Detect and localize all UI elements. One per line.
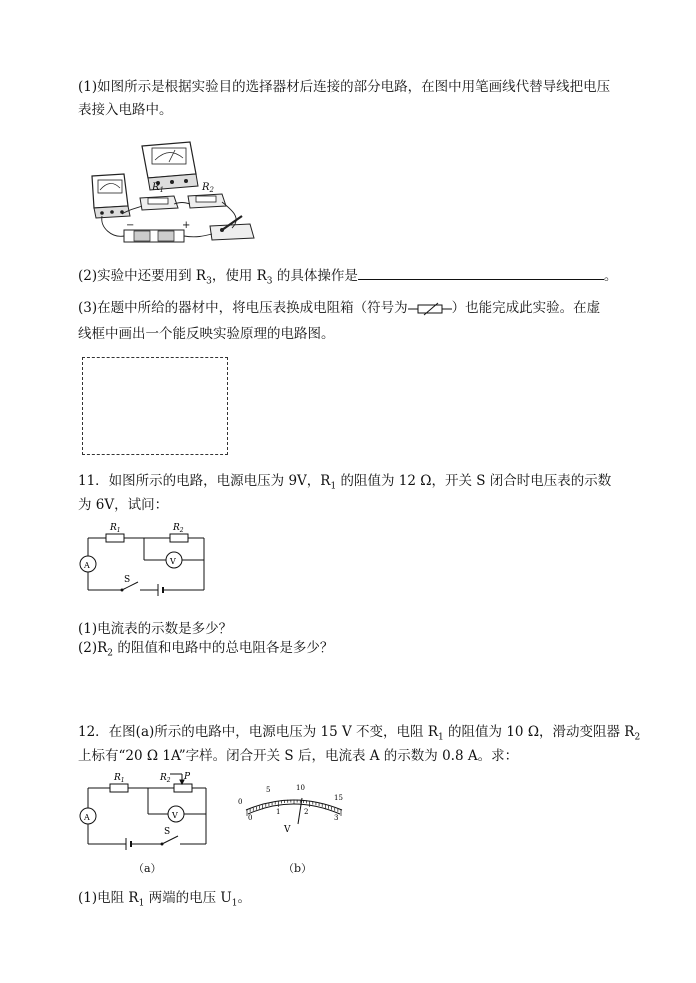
q10-r2-label: $R_2$: [202, 182, 214, 194]
q12-line1: 12．在图(a)所示的电路中，电源电压为 15 V 不变，电阻 $R_1$ 的阻值为 10 Ω，滑动变阻器 $R_2$: [78, 724, 641, 743]
caption-b: （b）: [283, 862, 313, 875]
dial-bottom-0: 0: [248, 814, 253, 822]
q12-sub1: (1)电阻 $R_1$ 两端的电压 $U_1$。: [78, 890, 252, 909]
q11-r2-label: $R_2$: [173, 523, 184, 534]
resistor-r2-block-icon: [188, 194, 226, 208]
battery-minus-label: −: [126, 220, 135, 231]
q12-voltmeter-dial-b: [238, 780, 350, 836]
battery-icon: [124, 230, 184, 242]
dial-top-15: 15: [334, 794, 343, 802]
resistance-box-symbol-icon: [408, 302, 452, 316]
q10-answer-blank[interactable]: [358, 265, 604, 280]
q10-part2: (2)实验中还要用到 $R_3$，使用 $R_3$ 的具体操作是 。: [78, 265, 617, 292]
caption-a: （a）: [133, 862, 162, 875]
voltmeter-device-icon: [142, 142, 198, 190]
q12-p-label: P: [184, 772, 191, 782]
dial-top-5: 5: [266, 786, 271, 794]
q11-line2: 为 6V，试问：: [78, 497, 169, 513]
battery-plus-label: +: [182, 220, 191, 231]
q10-part3-line1: (3)在题中所给的器材中，将电压表换成电阻箱（符号为 ）也能完成此实验。在虚: [78, 300, 601, 316]
q12-circuit-diagram-a: [78, 768, 212, 852]
dial-bottom-1: 1: [276, 808, 281, 816]
dial-bottom-3: 3: [334, 814, 339, 822]
q12-r2-label: $R_2$: [160, 773, 171, 784]
q11-circuit-diagram: [78, 518, 208, 598]
dial-unit-v: V: [284, 825, 291, 835]
q11-line1: 11．如图所示的电路，电源电压为 9V，$R_1$ 的阻值为 12 Ω，开关 S 闭合时电压表的示数: [78, 473, 612, 492]
q11-s-label: S: [124, 575, 131, 585]
dial-zero-top: 0: [238, 798, 243, 806]
q12-v-label: V: [172, 811, 178, 820]
q11-sub2: $(2)R_2$ 的阻值和电路中的总电阻各是多少？: [78, 640, 334, 659]
q11-r1-label: $R_1$: [110, 523, 121, 534]
q10-part3-line2: 线框中画出一个能反映实验原理的电路图。: [78, 326, 335, 342]
q12-line2: 上标有“20 Ω 1A”字样。闭合开关 S 后，电流表 A 的示数为 0.8 A。求：: [78, 748, 519, 764]
q12-s-label: S: [164, 827, 171, 837]
dial-top-10: 10: [296, 784, 305, 792]
q12-a-label: A: [84, 813, 90, 822]
q10-apparatus-figure: [82, 128, 258, 252]
q10-part1-line1: (1)如图所示是根据实验目的选择器材后连接的部分电路，在图中用笔画线代替导线把电压: [78, 79, 611, 95]
q11-sub1: (1)电流表的示数是多少？: [78, 621, 233, 637]
resistor-r1-block-icon: [140, 196, 178, 210]
q10-r1-label: $R_1$: [152, 182, 164, 194]
dial-bottom-2: 2: [304, 808, 309, 816]
q11-v-label: V: [170, 557, 176, 566]
q10-part1-line2: 表接入电路中。: [78, 102, 173, 118]
circuit-drawing-box[interactable]: [82, 357, 228, 455]
ammeter-device-icon: [92, 174, 130, 218]
q12-r1-label: $R_1$: [114, 773, 125, 784]
q11-a-label: A: [84, 561, 90, 570]
